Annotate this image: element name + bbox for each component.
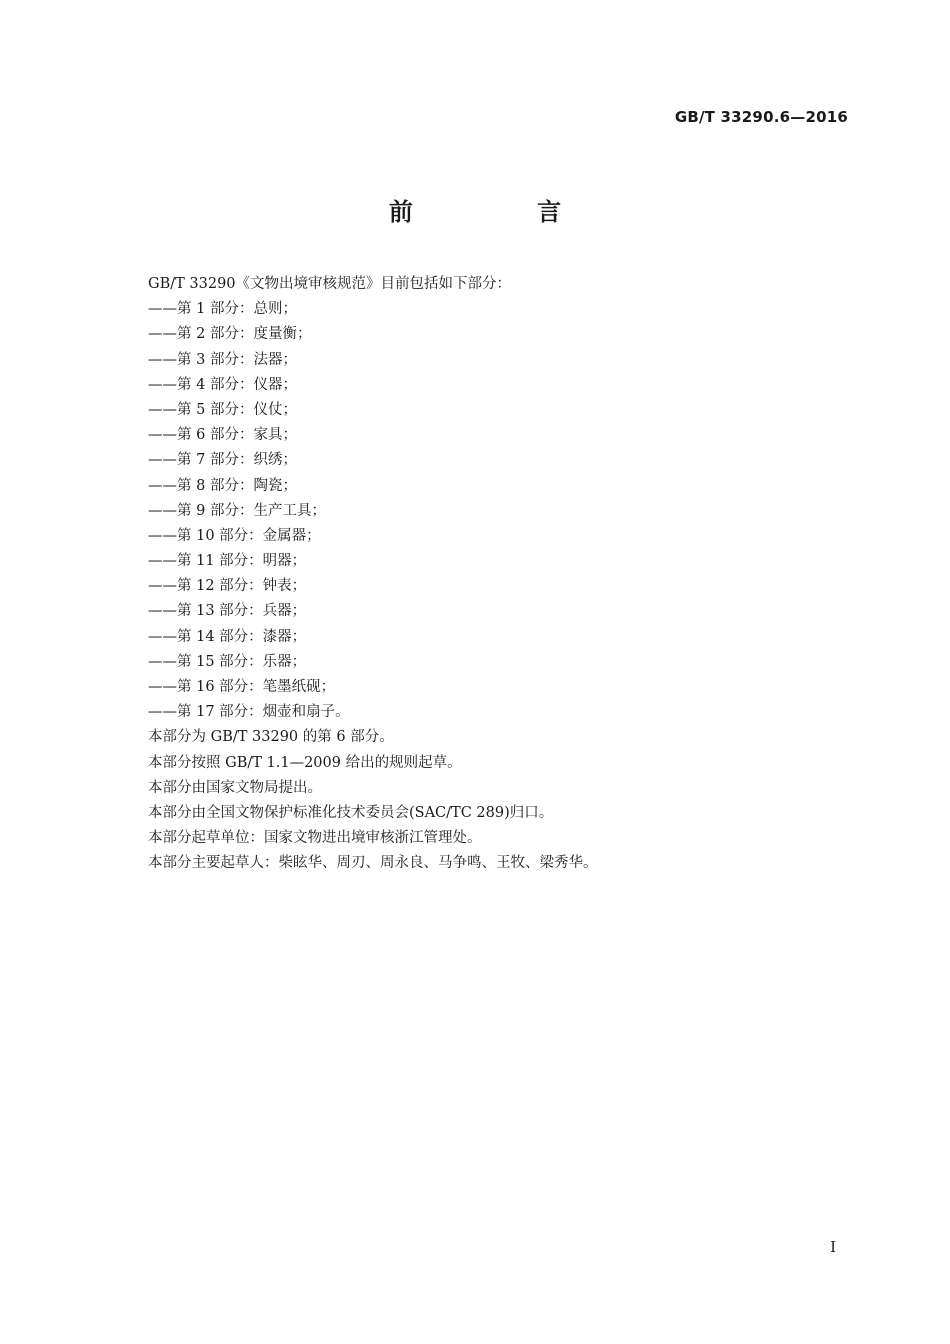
list-item: ——第 9 部分：生产工具； [148, 502, 326, 519]
list-item: ——第 1 部分：总则； [148, 301, 297, 318]
document-body [148, 272, 828, 877]
statements-block [148, 725, 828, 876]
list-item: ——第 4 部分：仪器； [148, 376, 297, 393]
list-item: ——第 2 部分：度量衡； [148, 326, 312, 343]
list-item: ——第 11 部分：明器； [148, 553, 307, 570]
intro-paragraph: GB/T 33290《文物出境审核规范》目前包括如下部分： [148, 276, 512, 292]
statement-drafters: 本部分主要起草人：柴眩华、周刃、周永良、马争鸣、王牧、梁秀华。 [148, 855, 598, 872]
list-item: ——第 16 部分：笔墨纸砚； [148, 679, 336, 695]
list-item: ——第 5 部分：仪仗； [148, 401, 297, 418]
standard-code: GB/T 33290.6—2016 [674, 108, 848, 126]
list-item: ——第 7 部分：织绣； [148, 452, 297, 469]
list-item: ——第 17 部分：烟壶和扇子。 [148, 704, 350, 721]
page-title: 前 言 [388, 198, 620, 226]
list-item: ——第 15 部分：乐器； [148, 653, 307, 670]
parts-list [148, 297, 828, 725]
list-item: ——第 12 部分：钟表； [148, 578, 307, 595]
list-item: ——第 8 部分：陶瓷； [148, 477, 297, 494]
statement-drafting-unit: 本部分起草单位：国家文物进出境审核浙江管理处。 [148, 830, 482, 847]
list-item: ——第 13 部分：兵器； [148, 603, 307, 620]
statement-drafting-rules: 本部分按照 GB/T 1.1—2009 给出的规则起草。 [148, 754, 462, 771]
list-item: ——第 3 部分：法器； [148, 351, 297, 368]
list-item: ——第 6 部分：家具； [148, 427, 297, 444]
statement-part-number: 本部分为 GB/T 33290 的第 6 部分。 [148, 729, 394, 746]
list-item: ——第 14 部分：漆器； [148, 628, 307, 645]
list-item: ——第 10 部分：金属器； [148, 527, 321, 544]
statement-proposer: 本部分由国家文物局提出。 [148, 779, 322, 796]
page-number: I [830, 1238, 836, 1256]
statement-committee: 本部分由全国文物保护标准化技术委员会(SAC/TC 289)归口。 [148, 804, 554, 821]
